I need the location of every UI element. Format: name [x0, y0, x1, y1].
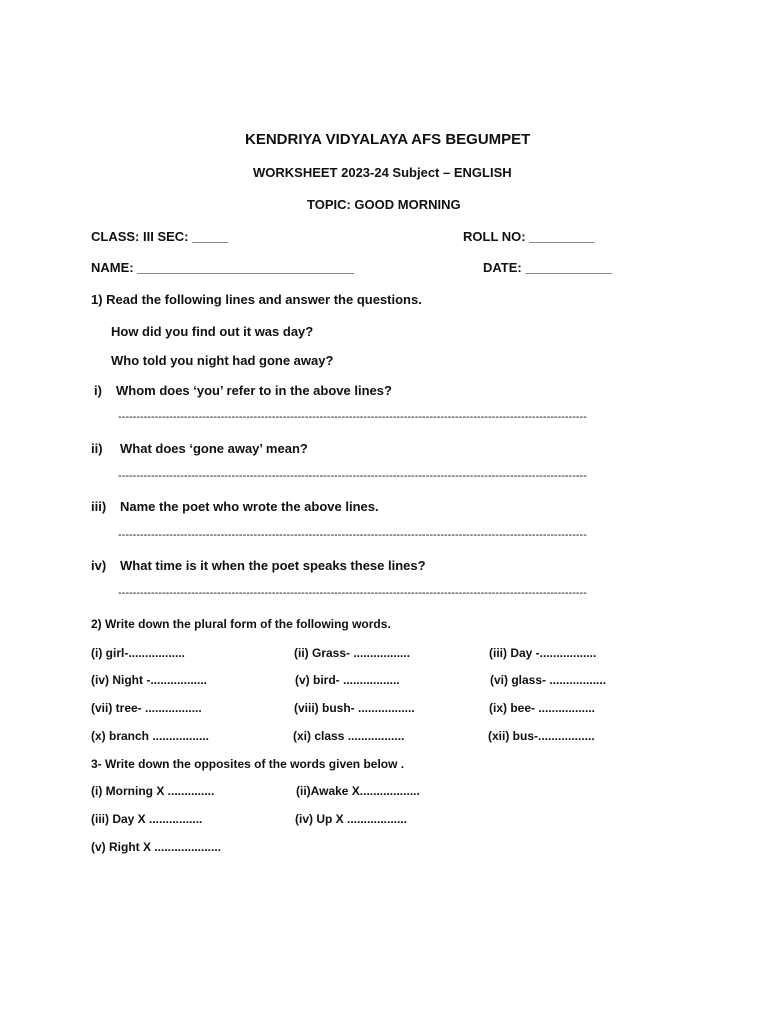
plural-item: (iv) Night -.................	[91, 673, 207, 687]
opposite-item: (iv) Up X ..................	[295, 812, 408, 826]
plural-item: (ii) Grass- .................	[294, 646, 411, 660]
plural-item: (iii) Day -.................	[489, 646, 597, 660]
plural-item: (vii) tree- .................	[91, 701, 202, 715]
opposite-item: (iii) Day X ................	[91, 812, 203, 826]
poem-line-2: Who told you night had gone away?	[111, 353, 334, 368]
q1-item-text-1: Whom does ‘you’ refer to in the above lines?	[116, 383, 392, 398]
answer-line-2[interactable]: --------------------------------------------------------------------------------------------------------------------------------	[118, 470, 587, 482]
roll-no-field: ROLL NO: _________	[463, 229, 595, 244]
plural-item: (xii) bus-.................	[488, 729, 595, 743]
answer-line-3[interactable]: --------------------------------------------------------------------------------------------------------------------------------	[118, 529, 587, 541]
plural-item: (vi) glass- .................	[490, 673, 607, 687]
q1-item-text-4: What time is it when the poet speaks these lines?	[120, 558, 426, 573]
plural-item: (v) bird- .................	[295, 673, 400, 687]
poem-line-1: How did you find out it was day?	[111, 324, 314, 339]
q1-item-num-4: iv)	[91, 558, 107, 573]
answer-line-1[interactable]: --------------------------------------------------------------------------------------------------------------------------------	[118, 411, 587, 423]
plural-item: (x) branch .................	[91, 729, 210, 743]
date-field: DATE: ____________	[483, 260, 613, 275]
q1-item-text-2: What does ‘gone away’ mean?	[120, 441, 308, 456]
plural-item: (i) girl-.................	[91, 646, 186, 660]
q1-item-text-3: Name the poet who wrote the above lines.	[120, 499, 379, 514]
opposite-item: (i) Morning X ..............	[91, 784, 215, 798]
q1-item-num-1: i)	[94, 383, 102, 398]
q1-heading: 1) Read the following lines and answer the questions.	[91, 292, 422, 307]
q2-heading: 2) Write down the plural form of the following words.	[91, 617, 391, 631]
name-field: NAME: ______________________________	[91, 260, 355, 275]
plural-item: (xi) class .................	[293, 729, 405, 743]
plural-item: (ix) bee- .................	[489, 701, 596, 715]
q1-item-num-2: ii)	[91, 441, 103, 456]
answer-line-4[interactable]: --------------------------------------------------------------------------------------------------------------------------------	[118, 587, 587, 599]
topic-title: TOPIC: GOOD MORNING	[307, 197, 461, 212]
q1-item-num-3: iii)	[91, 499, 107, 514]
plural-item: (viii) bush- .................	[294, 701, 415, 715]
opposite-item: (v) Right X ....................	[91, 840, 222, 854]
school-title: KENDRIYA VIDYALAYA AFS BEGUMPET	[245, 131, 531, 148]
q3-heading: 3- Write down the opposites of the words given below .	[91, 757, 405, 771]
opposite-item: (ii)Awake X..................	[296, 784, 420, 798]
class-sec-field: CLASS: III SEC: _____	[91, 229, 229, 244]
worksheet-subject: WORKSHEET 2023-24 Subject – ENGLISH	[253, 165, 512, 180]
